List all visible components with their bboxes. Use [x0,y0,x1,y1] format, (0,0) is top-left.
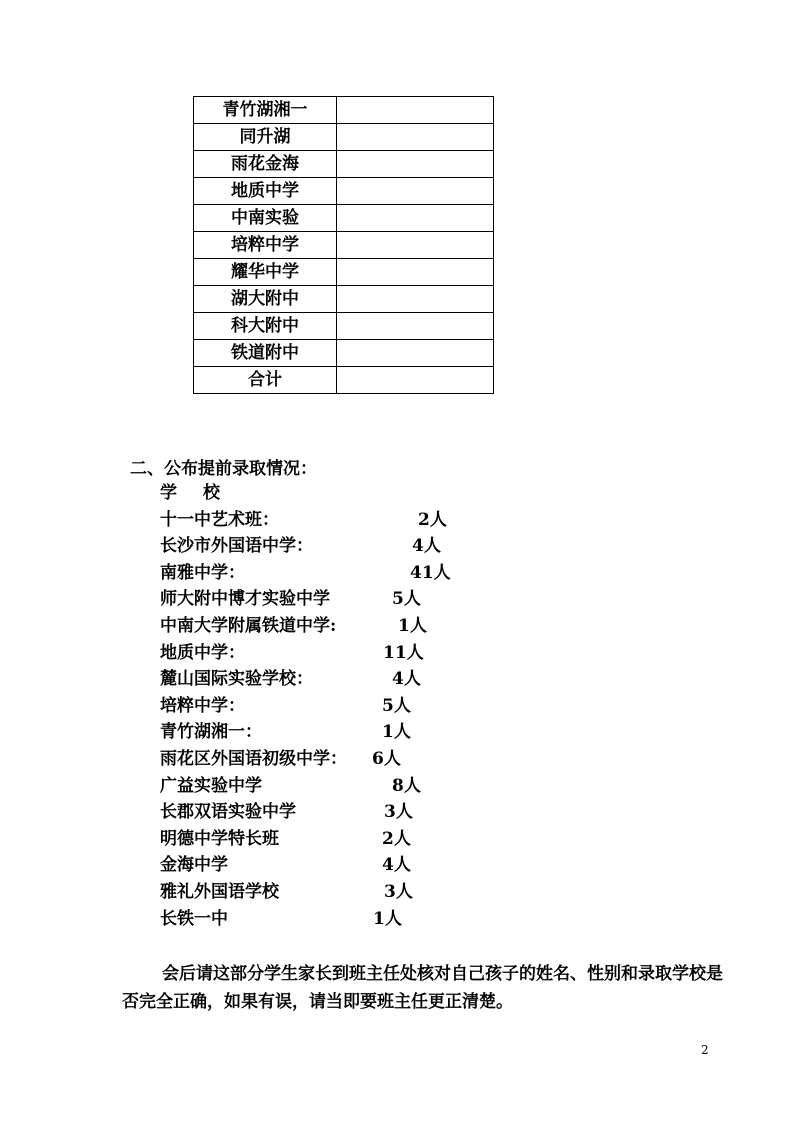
admit-count: 8人 [392,775,421,796]
school-value-cell [337,259,494,286]
admit-count: 2人 [382,828,411,849]
list-item [160,586,560,613]
list-item [160,852,560,879]
admit-count: 41人 [410,562,451,583]
admit-count: 2人 [418,509,447,530]
table-row [194,340,494,367]
admit-count: 11人 [383,642,424,663]
list-item [160,640,560,667]
header-char-2: 校 [203,483,220,503]
school-value-cell [337,178,494,205]
school-name: 雅礼外国语学校 [160,881,279,902]
list-item [160,826,560,853]
table-row [194,205,494,232]
table-row [194,178,494,205]
school-value-cell [337,232,494,259]
school-name-cell: 铁道附中 [194,340,337,367]
school-name: 培粹中学： [160,695,245,716]
list-item [160,693,560,720]
table-row [194,286,494,313]
page-number: 2 [701,1043,709,1057]
school-name: 青竹湖湘一： [160,722,262,743]
table-row [194,367,494,394]
list-item [160,799,560,826]
school-name-cell: 地质中学 [194,178,337,205]
school-name: 中南大学附属铁道中学: [160,615,337,636]
list-item [160,746,560,773]
total-label-cell: 合计 [194,367,337,394]
school-name: 长铁一中 [160,908,228,929]
school-name: 金海中学 [160,855,228,876]
admit-count: 6人 [372,748,401,769]
list-item [160,560,560,587]
school-name-cell: 雨花金海 [194,151,337,178]
school-name: 雨花区外国语初级中学： [160,748,347,769]
school-value-cell [337,205,494,232]
list-header [160,480,560,507]
school-name-cell: 同升湖 [194,124,337,151]
admit-count: 4人 [392,669,421,690]
section-title: 二、公布提前录取情况： [130,459,317,479]
school-name-cell: 青竹湖湘一 [194,97,337,124]
school-name-cell: 培粹中学 [194,232,337,259]
admit-count: 5人 [392,589,421,610]
school-name-cell: 科大附中 [194,313,337,340]
school-name-cell: 中南实验 [194,205,337,232]
list-header-label [160,480,246,507]
school-value-cell [337,97,494,124]
table-row [194,259,494,286]
admit-count: 1人 [398,615,427,636]
school-name: 十一中艺术班： [160,509,279,530]
table-row [194,124,494,151]
school-name: 明德中学特长班 [160,828,279,849]
admit-count: 5人 [382,695,411,716]
table-row [194,232,494,259]
list-item [160,613,560,640]
school-name: 师大附中博才实验中学 [160,589,330,610]
header-char-1: 学 [160,483,177,503]
school-value-cell [337,286,494,313]
admit-count: 4人 [382,855,411,876]
total-value-cell [337,367,494,394]
table-row [194,313,494,340]
table-row [194,97,494,124]
school-name: 地质中学： [160,642,245,663]
list-item [160,666,560,693]
admit-count: 3人 [384,881,413,902]
list-item [160,507,560,534]
admission-list [160,480,560,932]
list-item [160,773,560,800]
admit-count: 3人 [384,802,413,823]
school-name: 长郡双语实验中学 [160,802,296,823]
list-item [160,533,560,560]
admit-count: 4人 [412,536,441,557]
school-name: 麓山国际实验学校： [160,669,313,690]
school-value-cell [337,151,494,178]
list-item [160,879,560,906]
school-value-cell [337,124,494,151]
list-item [160,906,560,933]
school-value-cell [337,313,494,340]
school-name-cell: 湖大附中 [194,286,337,313]
school-name: 南雅中学： [160,562,245,583]
admit-count: 1人 [373,908,402,929]
table-row [194,151,494,178]
closing-paragraph: 会后请这部分学生家长到班主任处核对自己孩子的姓名、性别和录取学校是否完全正确，如果有误，请当即要班主任更正清楚。 [122,964,723,1012]
school-name: 广益实验中学 [160,775,262,796]
list-item [160,719,560,746]
admit-count: 1人 [382,722,411,743]
school-value-cell [337,340,494,367]
school-name: 长沙市外国语中学： [160,536,313,557]
school-name-cell: 耀华中学 [194,259,337,286]
school-table [193,96,494,394]
